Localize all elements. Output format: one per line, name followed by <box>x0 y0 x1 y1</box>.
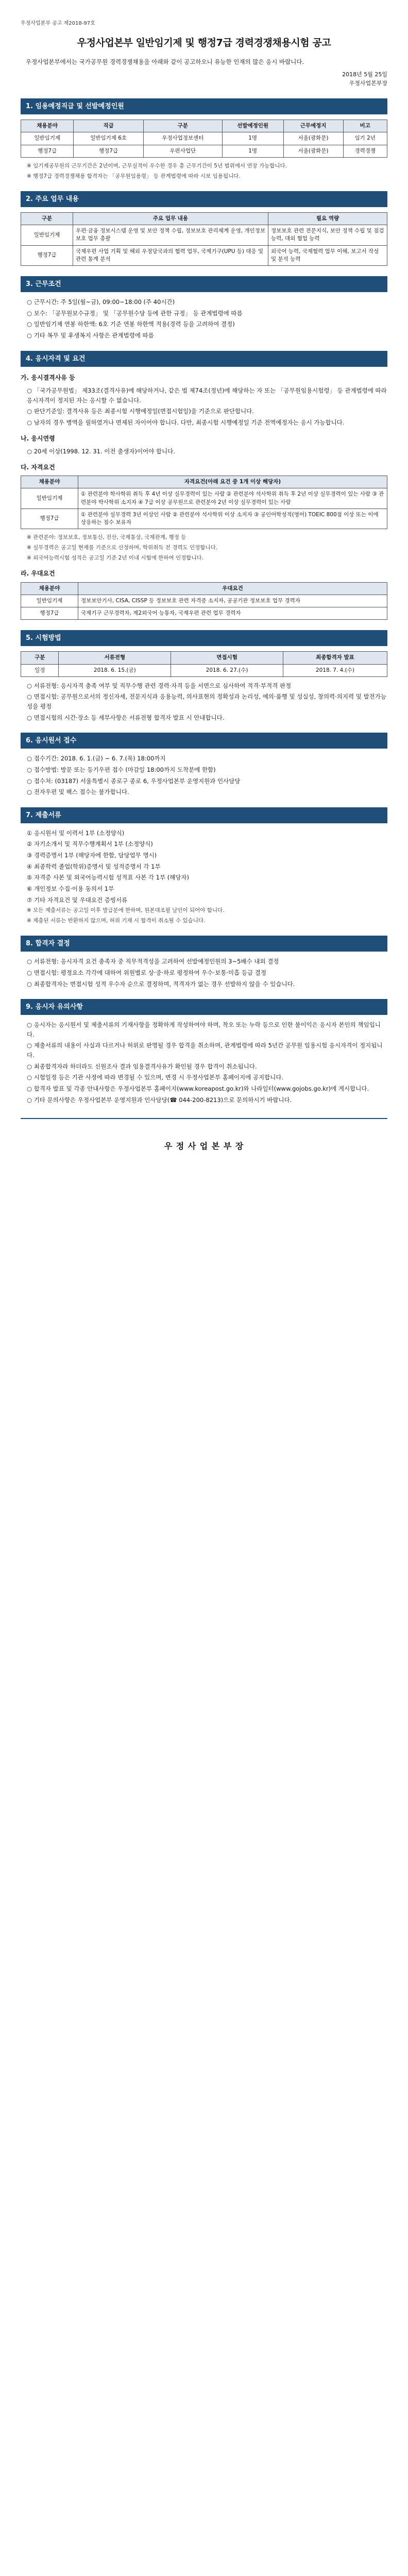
list-item: ○ 최종합격자는 면접시험 성적 우수자 순으로 결정하며, 적격자가 없는 경우 선발하지 않을 수 있습니다. <box>27 980 295 988</box>
section-note: ※ 행정7급 경력경쟁채용 합격자는 「공무원임용령」 등 관계법령에 따라 시보 임용됩니다. <box>27 173 241 179</box>
section-note: ※ 관련분야: 정보보호, 정보통신, 전산, 국제통상, 국제관계, 행정 등 <box>27 534 186 541</box>
table-cell: 행정7급 <box>21 607 78 620</box>
list-item: ○ 면접시험: 공무원으로서의 정신자세, 전문지식과 응용능력, 의사표현의 정확성과 논리성, 예의·품행 및 성실성, 창의력·의지력 및 발전가능성을 평정 <box>27 693 387 710</box>
list-item: ○ 접수기간: 2018. 6. 1.(금) ~ 6. 7.(목) 18:00까지 <box>27 755 166 762</box>
list-item: ○ 접수처: (03187) 서울특별시 종로구 종로 6, 우정사업본부 운영지원과 인사담당 <box>27 777 241 785</box>
section-3-title: 3. 근무조건 <box>21 276 387 292</box>
section-8-title: 8. 합격자 결정 <box>21 936 387 952</box>
table-cell: 서울(광화문) <box>283 145 343 157</box>
table-cell: 임기 2년 <box>343 132 387 145</box>
table-row <box>21 595 387 607</box>
table-row <box>21 607 387 620</box>
table-cell: 1명 <box>222 145 283 157</box>
preference-table <box>21 582 387 620</box>
section-note: ※ 모든 제출서류는 공고일 이후 발급분에 한하며, 원본대조필 날인이 되어야 합니다. <box>27 907 225 914</box>
list-item: ○ 서류전형: 응시자격 요건 충족자 중 직무적격성을 고려하여 선발예정인원의 3~5배수 내외 결정 <box>27 958 279 965</box>
table-header-row <box>21 476 387 488</box>
table-cell: 외국어 능력, 국제협력 업무 이해, 보고서 작성 및 분석 능력 <box>268 245 387 265</box>
table-cell: 우편사업단 <box>143 145 222 157</box>
table-cell: 행정7급 <box>74 145 144 157</box>
list-item: ○ 20세 이상(1998. 12. 31. 이전 출생자)이어야 합니다. <box>27 448 175 455</box>
list-item: ① 응시원서 및 이력서 1부 (소정양식) <box>27 829 125 837</box>
table-header-cell: 면접시험 <box>171 652 283 664</box>
table-header-cell: 구분 <box>21 212 73 225</box>
table-header-cell: 직급 <box>74 120 144 132</box>
section-note: ※ 임기제공무원의 근무기간은 2년이며, 근무실적이 우수한 경우 총 근무기간이 5년 범위에서 연장 가능합니다. <box>27 162 287 169</box>
table-header-cell: 필요 역량 <box>268 212 387 225</box>
schedule-table <box>21 651 387 676</box>
table-cell: 1명 <box>222 132 283 145</box>
table-cell: 행정7급 <box>21 145 74 157</box>
list-item: ⑥ 개인정보 수집·이용 동의서 1부 <box>27 885 114 892</box>
subsection-title: 나. 응시연령 <box>21 434 55 442</box>
table-header-row <box>21 212 387 225</box>
notice-org: 우정사업본부장 <box>349 80 387 87</box>
table-row <box>21 225 387 245</box>
table-cell: 일반임기제 <box>21 595 78 607</box>
section-5-title: 5. 시험방법 <box>21 630 387 646</box>
section-note: ※ 제출된 서류는 반환하지 않으며, 허위 기재 시 합격이 취소될 수 있습니다. <box>27 918 206 924</box>
table-row <box>21 145 387 157</box>
notice-document <box>21 20 387 1153</box>
notice-title: 우정사업본부 일반임기제 및 행정7급 경력경쟁채용시험 공고 <box>77 37 331 49</box>
list-item: ○ 전자우편 및 팩스 접수는 불가합니다. <box>27 788 129 796</box>
table-header-cell: 채용분야 <box>21 120 74 132</box>
positions-table <box>21 120 387 158</box>
list-item: ○ 기타 복무 및 후생복지 사항은 관계법령에 따름 <box>27 331 154 339</box>
table-row <box>21 132 387 145</box>
table-header-cell: 구분 <box>21 652 59 664</box>
table-cell: 2018. 6. 27.(수) <box>171 664 283 676</box>
table-cell: 일반임기제 <box>21 488 78 509</box>
table-header-cell: 최종합격자 발표 <box>283 652 387 664</box>
table-header-cell: 채용분야 <box>21 476 78 488</box>
subsection-title: 라. 우대요건 <box>21 570 55 578</box>
qualifications-table <box>21 476 387 529</box>
list-item: ○ 근무시간: 주 5일(월~금), 09:00~18:00 (주 40시간) <box>27 298 175 306</box>
list-item: ○ 일반임기제 연봉 하한액: 6호 기준 연봉 하한액 적용(경력 등을 고려하여 결정) <box>27 320 235 328</box>
list-item: ○ 남자의 경우 병역을 필하였거나 면제된 자이어야 합니다. 다만, 최종시험 시행예정일 기준 전역예정자는 응시 가능합니다. <box>27 418 345 426</box>
issuer-signature: 우 정 사 업 본 부 장 <box>164 1141 244 1151</box>
list-item: ○ 서류전형: 응시자격 충족 여부 및 직무수행 관련 경력·자격 등을 서면으로 심사하여 적격·부적격 판정 <box>27 682 292 689</box>
table-cell: 일반임기제 6호 <box>74 132 144 145</box>
list-item: ○ 면접시험: 평정요소 각각에 대하여 위원별로 상·중·하로 평정하여 우수·보통·미흡 등급 결정 <box>27 969 267 976</box>
section-6-title: 6. 응시원서 접수 <box>21 733 387 749</box>
table-header-cell: 자격요건(아래 요건 중 1개 이상 해당자) <box>78 476 387 488</box>
list-item: ○ 응시자는 응시원서 및 제출서류의 기재사항을 정확하게 작성하여야 하며, 착오 또는 누락 등으로 인한 불이익은 응시자 본인의 책임입니다. <box>27 1021 381 1038</box>
table-header-row <box>21 582 387 595</box>
section-1-title: 1. 임용예정직급 및 선발예정인원 <box>21 98 387 114</box>
list-item: ④ 최종학력 졸업(학위)증명서 및 성적증명서 각 1부 <box>27 862 161 870</box>
list-item: ③ 경력증명서 1부 (해당자에 한함, 담당업무 명시) <box>27 852 157 859</box>
notice-number: 우정사업본부 공고 제2018-97호 <box>21 21 95 26</box>
subsection-title: 다. 자격요건 <box>21 463 55 471</box>
list-item: ⑦ 기타 자격요건 및 우대요건 증빙서류 <box>27 896 128 904</box>
footer-divider <box>21 1118 387 1119</box>
table-cell: ① 관련분야 실무경력 3년 이상인 사람 ② 관련분야 석사학위 이상 소지자 ③ 공인어학성적(영어) TOEIC 800점 이상 또는 이에 상응하는 점수 보유자 <box>78 509 387 529</box>
list-item: ○ 판단기준일: 결격사유 등은 최종시험 시행예정일(면접시험일)을 기준으로 판단합니다. <box>27 408 254 415</box>
subsection-title: 가. 응시결격사유 등 <box>21 374 75 381</box>
table-cell: 행정7급 <box>21 245 73 265</box>
list-item: ○ 합격자 발표 및 각종 안내사항은 우정사업본부 홈페이지(www.koreapost.go.kr)와 나라일터(www.gojobs.go.kr)에 게시합니다. <box>27 1084 369 1092</box>
table-header-row <box>21 120 387 132</box>
list-item: ○ 시험일정 등은 기관 사정에 따라 변경될 수 있으며, 변경 시 우정사업본부 홈페이지에 공지합니다. <box>27 1074 284 1081</box>
section-4-title: 4. 응시자격 및 요건 <box>21 351 387 367</box>
table-header-cell: 구분 <box>143 120 222 132</box>
list-item: ○ 제출서류의 내용이 사실과 다르거나 허위로 판명될 경우 합격을 취소하며, 관계법령에 따라 5년간 공무원 임용시험 응시자격이 정지됩니다. <box>27 1042 383 1059</box>
section-note: ※ 외국어능력시험 성적은 공고일 기준 2년 이내 시험에 한하여 인정합니다. <box>27 555 204 562</box>
table-header-cell: 비고 <box>343 120 387 132</box>
table-header-cell: 우대요건 <box>78 582 387 595</box>
table-row <box>21 509 387 529</box>
table-cell: ① 관련분야 학사학위 취득 후 4년 이상 실무경력이 있는 사람 ② 관련분야 석사학위 취득 후 2년 이상 실무경력이 있는 사람 ③ 관련분야 박사학위 소지자 ④ 7급 이상 공무원으로 관련분야 2년 이상 실무경력이 있는 사람 <box>78 488 387 509</box>
table-row <box>21 245 387 265</box>
list-item: ○ 보수: 「공무원보수규정」 및 「공무원수당 등에 관한 규정」 등 관계법령에 따름 <box>27 309 243 317</box>
duties-table <box>21 212 387 266</box>
list-item: ○ 「국가공무원법」 제33조(결격사유)에 해당하거나, 같은 법 제74조(정년)에 해당하는 자 또는 「공무원임용시험령」 등 관계법령에 따라 응시자격이 정지된 자는 응시할 수 없습니다. <box>27 387 387 404</box>
table-row <box>21 664 387 676</box>
table-cell: 2018. 7. 4.(수) <box>283 664 387 676</box>
table-cell: 행정7급 <box>21 509 78 529</box>
table-cell: 우편·금융 정보시스템 운영 및 보안 정책 수립, 정보보호 관리체계 운영, 개인정보 보호 업무 총괄 <box>73 225 268 245</box>
table-cell: 국제기구 근무경력자, 제2외국어 능통자, 국제우편 관련 업무 경력자 <box>78 607 387 620</box>
table-cell: 경력경쟁 <box>343 145 387 157</box>
table-cell: 정보보호 관련 전문지식, 보안 정책 수립 및 점검 능력, 대외 협업 능력 <box>268 225 387 245</box>
table-header-cell: 근무예정지 <box>283 120 343 132</box>
list-item: ○ 접수방법: 방문 또는 등기우편 접수 (마감일 18:00까지 도착분에 한함) <box>27 766 216 773</box>
list-item: ⑤ 자격증 사본 및 외국어능력시험 성적표 사본 각 1부 (해당자) <box>27 874 190 882</box>
section-9-title: 9. 응시자 유의사항 <box>21 999 387 1015</box>
list-item: ○ 최종합격자라 하더라도 신원조사 결과 임용결격사유가 확인될 경우 합격이 취소됩니다. <box>27 1062 257 1070</box>
table-cell: 우정사업정보센터 <box>143 132 222 145</box>
table-cell: 정보보안기사, CISA, CISSP 등 정보보호 관련 자격증 소지자, 공공기관 정보보호 업무 경력자 <box>78 595 387 607</box>
table-header-cell: 주요 업무 내용 <box>73 212 268 225</box>
notice-date: 2018년 5월 25일 <box>342 71 387 78</box>
table-header-cell: 채용분야 <box>21 582 78 595</box>
list-item: ② 자기소개서 및 직무수행계획서 1부 (소정양식) <box>27 840 153 848</box>
intro-text: 우정사업본부에서는 국가공무원 경력경쟁채용을 아래와 같이 공고하오니 유능한 인재의 많은 응시 바랍니다. <box>26 58 304 65</box>
table-cell: 서울(광화문) <box>283 132 343 145</box>
table-header-cell: 선발예정인원 <box>222 120 283 132</box>
table-cell: 국제우편 사업 기획 및 해외 우정당국과의 협력 업무, 국제기구(UPU 등) 대응 및 관련 통계 분석 <box>73 245 268 265</box>
table-header-row <box>21 652 387 664</box>
table-cell: 일반임기제 <box>21 225 73 245</box>
section-2-title: 2. 주요 업무 내용 <box>21 191 387 207</box>
table-cell: 2018. 6. 15.(금) <box>59 664 171 676</box>
table-header-cell: 서류전형 <box>59 652 171 664</box>
table-row <box>21 488 387 509</box>
table-cell: 일정 <box>21 664 59 676</box>
list-item: ○ 기타 문의사항은 우정사업본부 운영지원과 인사담당(☎ 044-200-8213)으로 문의하시기 바랍니다. <box>27 1096 292 1104</box>
table-cell: 일반임기제 <box>21 132 74 145</box>
date-block <box>21 70 387 89</box>
section-7-title: 7. 제출서류 <box>21 807 387 823</box>
list-item: ○ 면접시험의 시간·장소 등 세부사항은 서류전형 합격자 발표 시 안내합니다. <box>27 714 225 721</box>
section-note: ※ 실무경력은 공고일 현재를 기준으로 산정하며, 학위취득 전 경력도 인정합니다. <box>27 545 218 551</box>
